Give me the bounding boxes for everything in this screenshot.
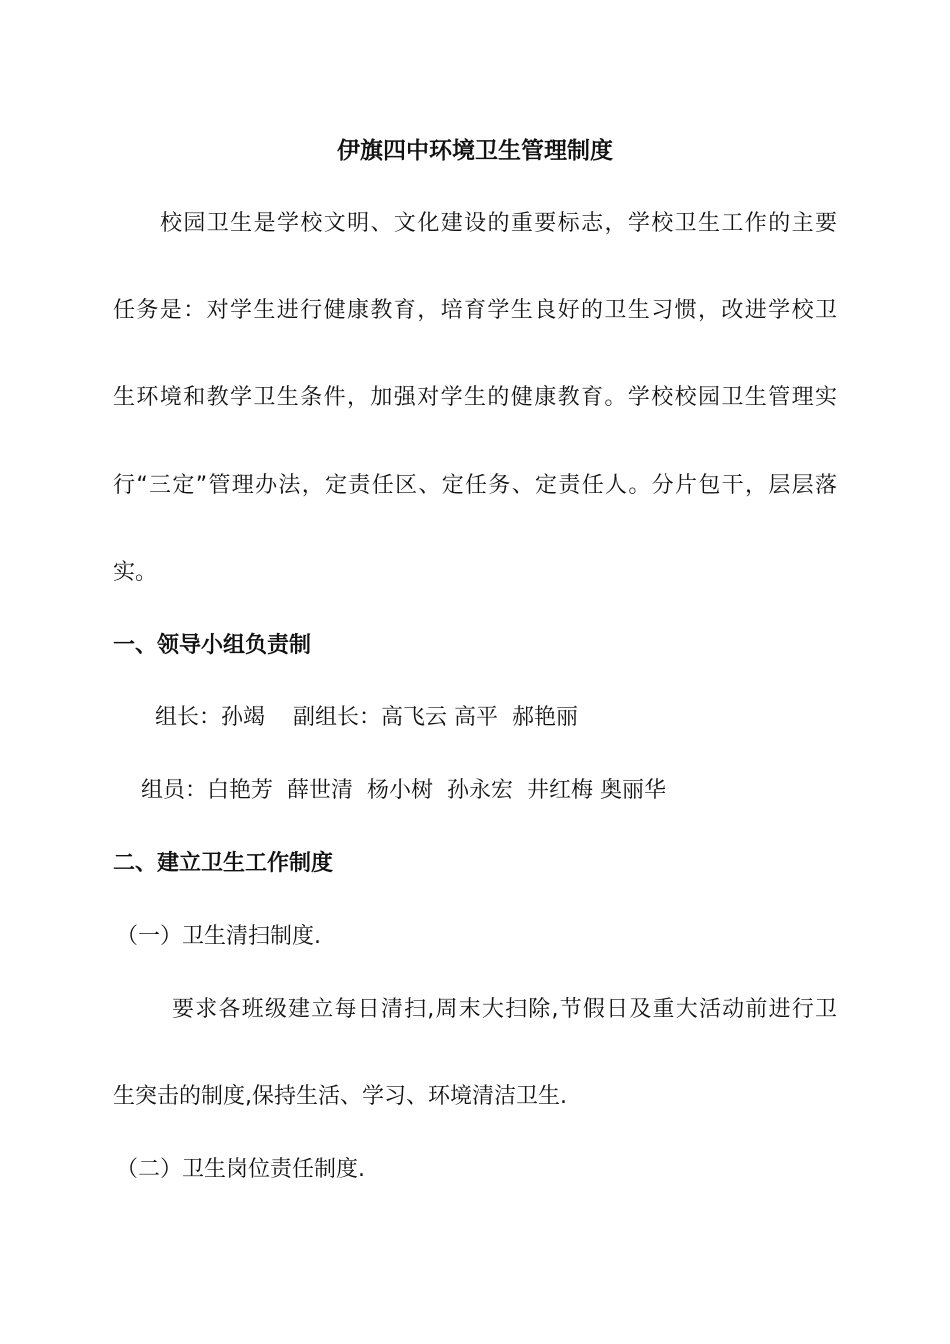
intro-paragraph-line: 实。 <box>113 560 158 585</box>
cleaning-paragraph-line: 生突击的制度,保持生活、学习、环境清洁卫生. <box>113 1084 567 1109</box>
cleaning-paragraph-line: 要求各班级建立每日清扫,周末大扫除,节假日及重大活动前进行卫 <box>172 997 837 1022</box>
members-label: 组员： <box>141 778 208 803</box>
members-line <box>141 776 837 806</box>
subsection-title-cleaning: （一）卫生清扫制度. <box>116 924 321 949</box>
section-heading-hygiene-system: 二、建立卫生工作制度 <box>113 851 334 876</box>
leader-label: 组长： <box>155 705 222 730</box>
vice-leader-label: 副组长： <box>293 705 382 730</box>
leader-line <box>155 703 837 733</box>
intro-paragraph-line: 校园卫生是学校文明、文化建设的重要标志，学校卫生工作的主要 <box>160 211 837 236</box>
section-heading-leadership: 一、领导小组负责制 <box>113 633 312 658</box>
intro-paragraph-line: 生环境和教学卫生条件，加强对学生的健康教育。学校校园卫生管理实 <box>113 385 837 410</box>
leader-name: 孙竭 <box>221 705 266 730</box>
members-names: 白艳芳 薛世清 杨小树 孙永宏 井红梅 奥丽华 <box>207 778 666 803</box>
intro-paragraph-line: 行“三定”管理办法，定责任区、定任务、定责任人。分片包干，层层落 <box>113 473 837 498</box>
subsection-title-responsibility: （二）卫生岗位责任制度. <box>116 1157 365 1182</box>
intro-paragraph-line: 任务是：对学生进行健康教育，培育学生良好的卫生习惯，改进学校卫 <box>113 298 837 323</box>
vice-leader-names: 高飞云 高平 郝艳丽 <box>381 705 579 730</box>
document-title: 伊旗四中环境卫生管理制度 <box>337 138 613 164</box>
